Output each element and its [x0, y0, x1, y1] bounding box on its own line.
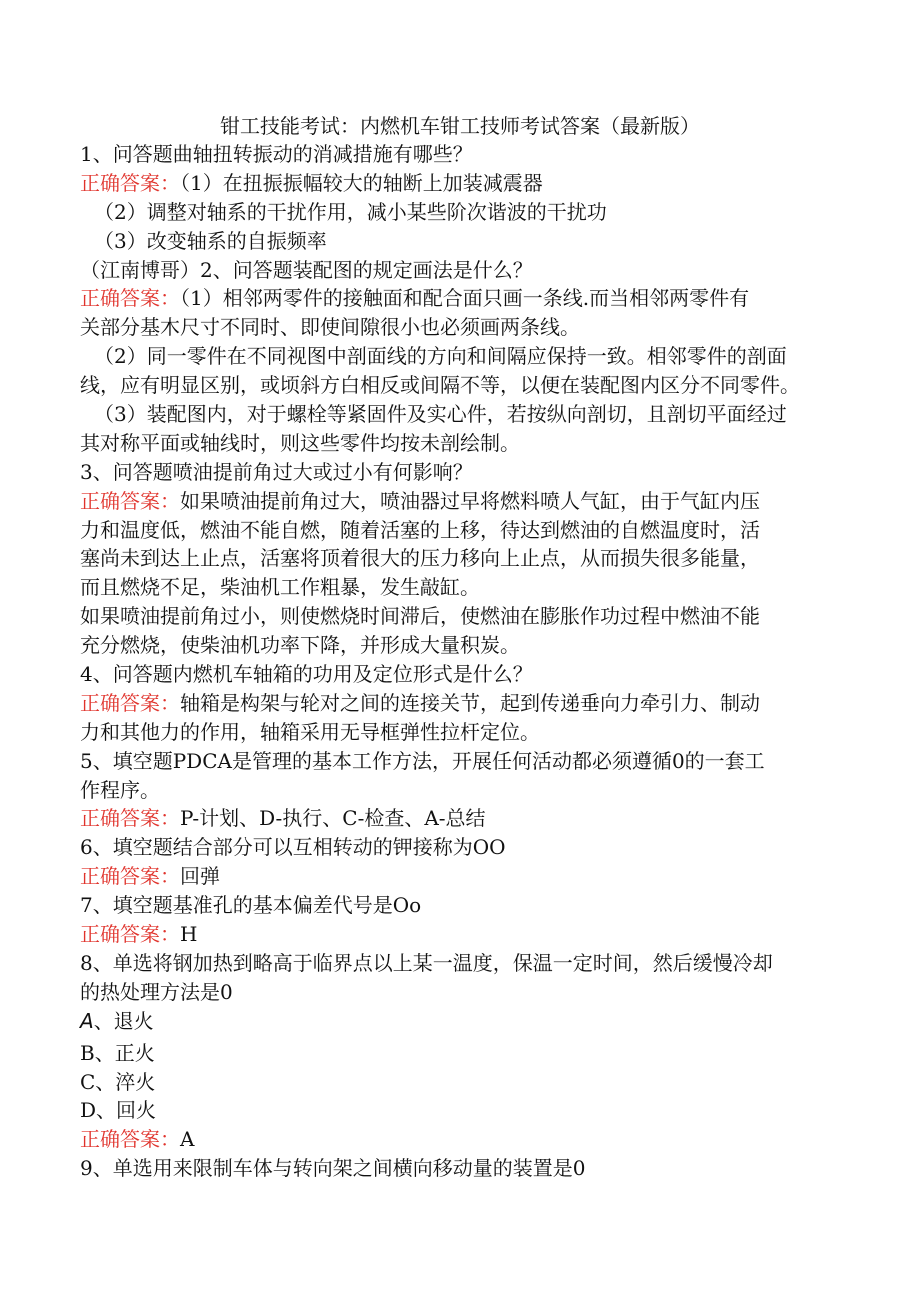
answer-text: 关部分基木尺寸不同时、即使间隙很小也必须画两条线。: [80, 315, 580, 340]
answer-text: （3）装配图内，对于螺栓等紧固件及实心件，若按纵向剖切，且剖切平面经过: [94, 402, 787, 427]
question-6-answer: [80, 862, 840, 891]
document-body: [80, 140, 840, 1183]
answer-text: （3）改变轴系的自振频率: [94, 228, 327, 253]
option-c: C、淬火: [80, 1069, 156, 1094]
question-5-stem-cont: 作程序。: [80, 777, 160, 802]
answer-text: （1）相邻两零件的接触面和配合面只画一条线.而当相邻两零件有: [180, 286, 750, 311]
question-7-answer: [80, 920, 840, 949]
question-8-answer: [80, 1125, 840, 1154]
answer-text: 如果喷油提前角过大，喷油器过早将燃料喷人气缸，由于气缸内压: [180, 488, 760, 513]
answer-label: 正确答案：: [80, 806, 180, 831]
question-4-stem: 4、问答题内燃机车轴箱的功用及定位形式是什么？: [80, 662, 533, 687]
answer-text: （2）调整对轴系的干扰作用，减小某些阶次谐波的干扰功: [94, 199, 607, 224]
answer-text: A: [180, 1127, 195, 1152]
question-2-stem: （江南博哥）2、问答题装配图的规定画法是什么？: [80, 257, 533, 282]
answer-text: 轴箱是构架与轮对之间的连接关节，起到传递垂向力牵引力、制动: [180, 690, 760, 715]
question-5-stem: 5、填空题PDCA是管理的基本工作方法，开展任何活动都必须遵循0的一套工: [80, 748, 765, 773]
answer-text: 其对称平面或轴线时，则这些零件均按未剖绘制。: [80, 430, 520, 455]
answer-label: 正确答案：: [80, 1127, 180, 1152]
answer-label: 正确答案：: [80, 170, 180, 195]
answer-text: （1）在扭振振幅较大的轴断上加装减震器: [180, 170, 543, 195]
question-8-stem: 8、单选将钢加热到略高于临界点以上某一温度，保温一定时间，然后缓慢冷却: [80, 950, 773, 975]
question-1-answer: [80, 169, 840, 198]
answer-label: 正确答案：: [80, 922, 180, 947]
question-7-stem: 7、填空题基准孔的基本偏差代号是Oo: [80, 893, 422, 918]
option-a-letter: A: [80, 1008, 94, 1033]
option-a-text: 、退火: [93, 1008, 154, 1033]
question-9-stem: 9、单选用来限制车体与转向架之间横向移动量的装置是0: [80, 1156, 586, 1181]
answer-text: P-计划、D-执行、C-检查、A-总结: [180, 806, 486, 831]
question-5-answer: [80, 804, 840, 833]
answer-label: 正确答案：: [80, 864, 180, 889]
question-6-stem: 6、填空题结合部分可以互相转动的钾接称为OO: [80, 835, 506, 860]
answer-text: （2）同一零件在不同视图中剖面线的方向和间隔应保持一致。相邻零件的剖面: [94, 344, 787, 369]
document-title: 钳工技能考试：内燃机车钳工技师考试答案（最新版）: [220, 114, 700, 138]
option-b: B、正火: [80, 1040, 155, 1065]
question-8-stem-cont: 的热处理方法是0: [80, 979, 233, 1004]
answer-text: 力和其他力的作用，轴箱采用无导框弹性拉杆定位。: [80, 719, 540, 744]
question-3-stem: 3、问答题喷油提前角过大或过小有何影响？: [80, 459, 473, 484]
answer-text: 回弹: [180, 864, 220, 889]
answer-text: H: [180, 922, 198, 947]
question-2-answer: [80, 284, 840, 313]
answer-label: 正确答案：: [80, 690, 180, 715]
answer-text: 力和温度低，燃油不能自燃，随着活塞的上移，待达到燃油的自燃温度时，活: [80, 517, 760, 542]
answer-text: 如果喷油提前角过小，则使燃烧时间滞后，使燃油在膨胀作功过程中燃油不能: [80, 604, 760, 629]
answer-text: 线，应有明显区别，或顷斜方白相反或间隔不等，以便在装配图内区分不同零件。: [80, 373, 800, 398]
option-d: D、回火: [80, 1098, 157, 1123]
answer-text: 塞尚未到达上止点，活塞将顶着很大的压力移向上止点，从而损失很多能量，: [80, 546, 760, 571]
answer-text: 而且燃烧不足，柴油机工作粗暴，发生敲缸。: [80, 575, 480, 600]
question-1-stem: 1、问答题曲轴扭转振动的消减措施有哪些？: [80, 142, 473, 166]
question-4-answer: [80, 689, 840, 718]
answer-label: 正确答案：: [80, 488, 180, 513]
option-a: [80, 1007, 840, 1036]
question-3-answer: [80, 487, 840, 516]
answer-text: 充分燃烧，使柴油机功率下降，并形成大量积炭。: [80, 633, 520, 658]
answer-label: 正确答案：: [80, 286, 180, 311]
